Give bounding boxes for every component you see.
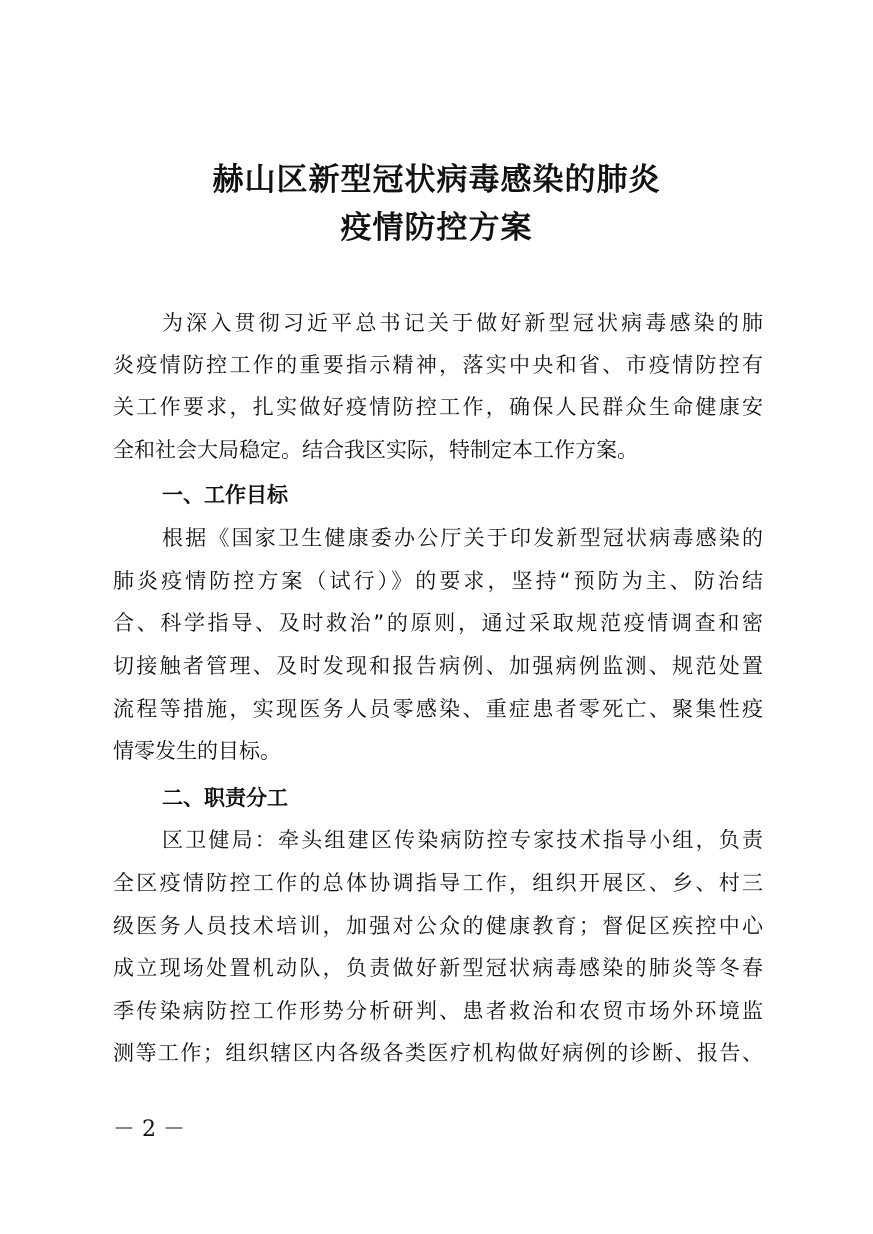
section-2-line-5: 季传染病防控工作形势分析研判、患者救治和农贸市场外环境监 (113, 999, 763, 1023)
section-2-line-3: 级医务人员技术培训，加强对公众的健康教育；督促区疾控中心 (113, 914, 763, 938)
section-1-line-2: 肺炎疫情防控方案（试行）》的要求，坚持“预防为主、防治结 (113, 569, 763, 593)
section-2-line-4: 成立现场处置机动队，负责做好新型冠状病毒感染的肺炎等冬春 (113, 956, 763, 980)
page-number: － 2 － (113, 1117, 185, 1142)
section-1-line-4: 切接触者管理、及时发现和报告病例、加强病例监测、规范处置 (113, 654, 763, 678)
section-1-line-1: 根据《国家卫生健康委办公厅关于印发新型冠状病毒感染的 (162, 526, 763, 550)
section-1-line-5: 流程等措施，实现医务人员零感染、重症患者零死亡、聚集性疫 (113, 697, 763, 721)
section-heading-responsibilities: 二、职责分工 (162, 786, 288, 810)
section-2-line-2: 全区疫情防控工作的总体协调指导工作，组织开展区、乡、村三 (113, 871, 763, 895)
document-title-line-1: 赫山区新型冠状病毒感染的肺炎 (212, 162, 661, 198)
section-heading-work-goal: 一、工作目标 (162, 483, 288, 507)
document-title-line-2: 疫情防控方案 (340, 210, 533, 246)
intro-line-2: 炎疫情防控工作的重要指示精神，落实中央和省、市疫情防控有 (113, 353, 763, 377)
section-1-line-6: 情零发生的目标。 (113, 739, 281, 763)
intro-line-4: 全和社会大局稳定。结合我区实际，特制定本工作方案。 (113, 438, 638, 462)
intro-line-1: 为深入贯彻习近平总书记关于做好新型冠状病毒感染的肺 (162, 311, 763, 335)
section-2-line-6: 测等工作；组织辖区内各级各类医疗机构做好病例的诊断、报告、 (113, 1041, 763, 1065)
intro-line-3: 关工作要求，扎实做好疫情防控工作，确保人民群众生命健康安 (113, 395, 763, 419)
section-2-line-1: 区卫健局：牵头组建区传染病防控专家技术指导小组，负责 (162, 828, 763, 852)
section-1-line-3: 合、科学指导、及时救治”的原则，通过采取规范疫情调查和密 (113, 611, 763, 635)
